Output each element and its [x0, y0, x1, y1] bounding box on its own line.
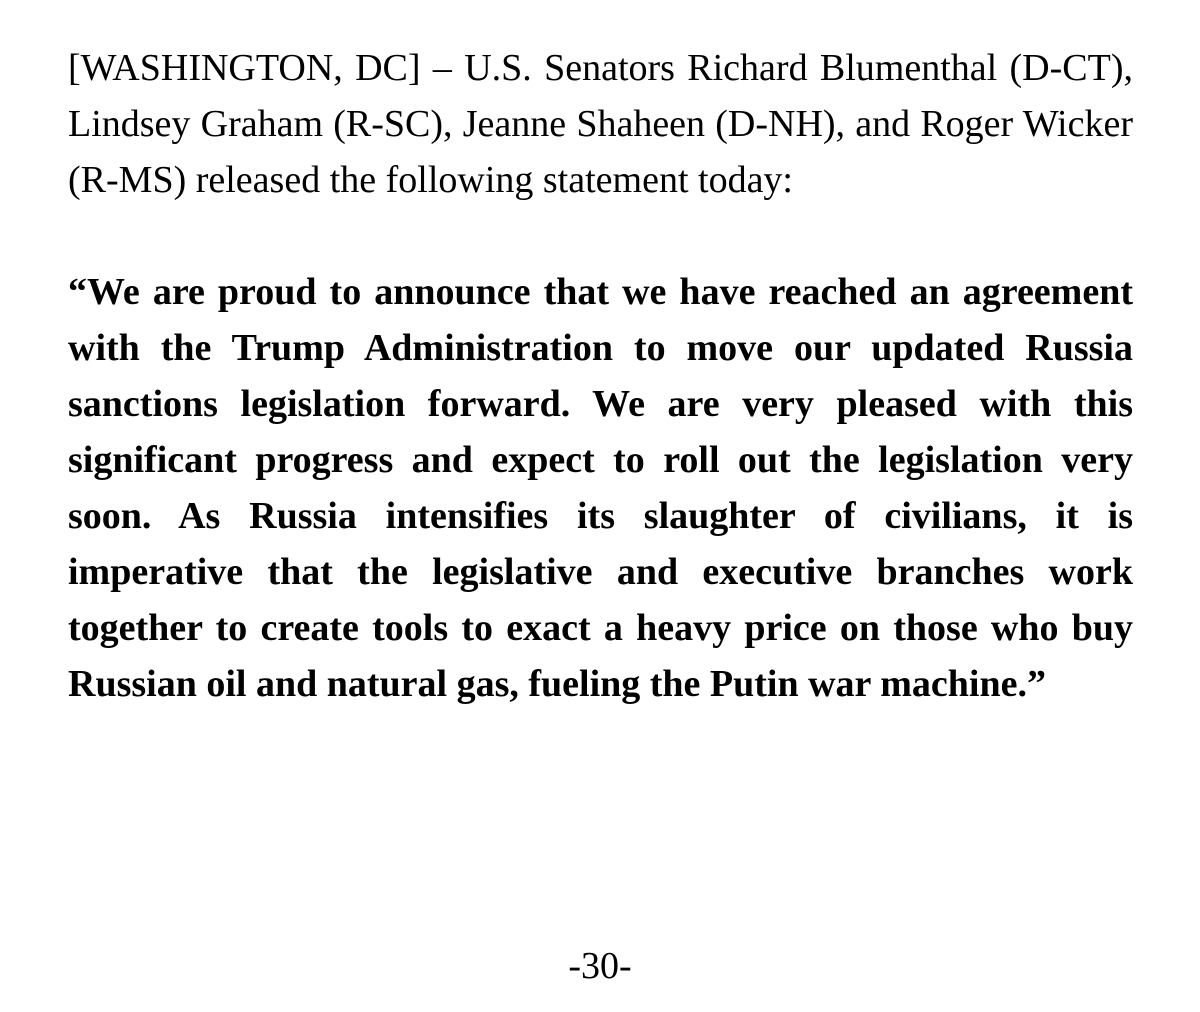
press-release-body: [68, 40, 1133, 712]
quote-paragraph: “We are proud to announce that we have reached an agreement with the Trump Administration to move our updated Russia sanctions legislation forward. We are very pleased with this significant progress and expect to roll out the legislation very soon. As Russia intensifies its slaughter of civilians, it is imperative that the legislative and executive branches work together to create tools to exact a heavy price on those who buy Russian oil and natural gas, fueling the Putin war machine.”: [68, 271, 1133, 705]
end-mark: -30-: [568, 945, 632, 987]
intro-paragraph: [WASHINGTON, DC] – U.S. Senators Richard Blumenthal (D-CT), Lindsey Graham (R-SC), Jeanne Shaheen (D-NH), and Roger Wicker (R-MS) released the following statement today:: [68, 47, 1133, 201]
